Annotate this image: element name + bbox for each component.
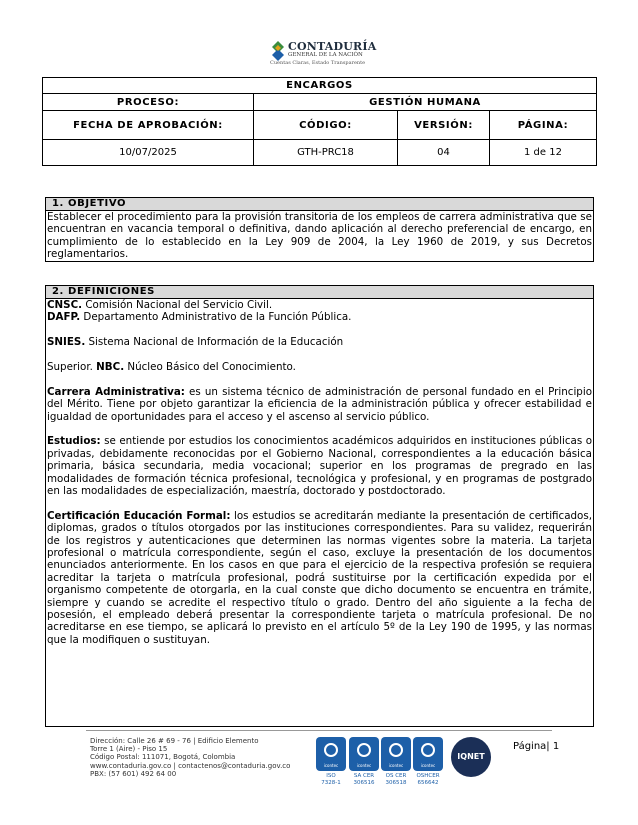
cert-seal-icon: [421, 743, 435, 757]
page-number: Página| 1: [513, 741, 560, 752]
definition-term: DAFP.: [47, 311, 81, 324]
definition-text: Departamento Administrativo de la Función Pública.: [80, 311, 352, 324]
iqnet-logo: IQNET: [451, 737, 491, 777]
definition-snies: [47, 336, 592, 348]
cert-seal-icon: [357, 743, 371, 757]
definition-text: Sistema Nacional de Información de la Educación: [85, 336, 344, 349]
definition-text: es un sistema técnico de administración de personal fundado en el Principio del Mérito. Tiene por objeto garantizar la eficiencia de la administración pública y ofrecer estabilidad e igualdad de oportunidades para el acceso y el ascenso al servicio público.: [47, 385, 592, 423]
icontec-cert-badge: icontec: [413, 737, 443, 771]
definition-term: NBC.: [96, 361, 125, 373]
logo-subtitle: GENERAL DE LA NACIÓN: [288, 52, 363, 58]
address-line: Dirección: Calle 26 # 69 - 76 | Edificio Elemento: [90, 737, 259, 745]
document-title: ENCARGOS: [43, 78, 597, 94]
cert-code: ISO 7328-1: [321, 773, 341, 786]
proceso-label: PROCESO:: [43, 94, 254, 111]
definition-term: Estudios:: [47, 435, 101, 448]
fecha-value: 10/07/2025: [43, 140, 254, 166]
version-label: VERSIÓN:: [398, 111, 490, 140]
objetivo-heading: 1. OBJETIVO: [46, 198, 593, 211]
objetivo-text: Establecer el procedimiento para la provisión transitoria de los empleos de carrera administrativa que se encuentran en vacancia temporal o definitiva, dando aplicación al derecho preferencial de encargo, en cumplimiento de lo establecido en la Ley 909 de 2004, la Ley 1960 de 2019, y sus Decretos reglamentarios.: [47, 211, 592, 261]
pagina-label: PÁGINA:: [490, 111, 597, 140]
codigo-label: CÓDIGO:: [254, 111, 398, 140]
fecha-label: FECHA DE APROBACIÓN:: [43, 111, 254, 140]
definition-term: Carrera Administrativa:: [47, 385, 185, 398]
definition-term: CNSC.: [47, 299, 83, 311]
footer-divider: [86, 730, 552, 731]
address-line: Torre 1 (Aire) - Piso 15: [90, 745, 168, 754]
definition-certificacion: [47, 510, 592, 646]
cert-code: OSHCER 656642: [416, 773, 440, 786]
definition-term: SNIES.: [47, 336, 86, 349]
cert-code: OS CER 306518: [385, 773, 407, 786]
objetivo-section: [45, 197, 594, 262]
definition-carrera: [47, 386, 592, 423]
definition-nbc: [47, 361, 592, 373]
icontec-cert-badge: icontec: [349, 737, 379, 771]
pagina-value: 1 de 12: [490, 140, 597, 166]
cert-code: SA CER 306516: [353, 773, 375, 786]
logo-tagline: Cuentas Claras, Estado Transparente: [270, 60, 366, 66]
definition-estudios: [47, 435, 592, 497]
version-value: 04: [398, 140, 490, 166]
document-header-table: [42, 77, 597, 166]
contaduria-logo: [270, 40, 375, 68]
definiciones-section: [45, 285, 594, 727]
address-line: PBX: (57 601) 492 64 00: [90, 769, 177, 778]
codigo-value: GTH-PRC18: [254, 140, 398, 166]
definition-prefix: Superior.: [47, 361, 97, 373]
definition-dafp: [47, 311, 592, 323]
definiciones-heading: 2. DEFINICIONES: [46, 286, 593, 299]
definition-text: se entiende por estudios los conocimientos académicos adquiridos en instituciones públicas o privadas, debidamente reconocidas por el Gobierno Nacional, correspondientes a la educación básica primaria, básica secundaria, media vocacional; superior en los programas de pregrado en las modalidades de formación técnica profesional, tecnológica y profesional, y en programas de postgrado en las modalidades de especialización, maestría, doctorado y postdoctorado.: [47, 435, 592, 498]
definition-text: Comisión Nacional del Servicio Civil.: [82, 299, 273, 311]
address-line: Código Postal: 111071, Bogotá, Colombia: [90, 753, 236, 762]
definition-text: los estudios se acreditarán mediante la presentación de certificados, diplomas, grados o títulos otorgados por las instituciones correspondientes. Para su validez, requerirán de los registros y autenticaciones que determinen las normas vigentes sobre la materia. La tarjeta profesional o matrícula correspondiente, según el caso, excluye la presentación de los documentos enunciados anteriormente. En los casos en que para el ejercicio de la respectiva profesión se requiera acreditar la tarjeta o matrícula profesional, podrá sustituirse por la certificación expedida por el organismo competente de otorgarla, en la cual conste que dicho documento se encuentra en trámite, siempre y cuando se acredite el respectivo título o grado. Dentro del año siguiente a la fecha de posesión, el empleado deberá presentar la correspondiente tarjeta o matrícula profesional. De no acreditarse en ese tiempo, se aplicará lo previsto en el artículo 5º de la Ley 190 de 1995, y las normas que la modifiquen o sustituyan.: [47, 509, 592, 646]
cert-seal-icon: [389, 743, 403, 757]
address-line: www.contaduria.gov.co | contactenos@contaduria.gov.co: [90, 761, 291, 770]
icontec-cert-badge: icontec: [316, 737, 346, 771]
logo-title: CONTADURÍA: [288, 40, 377, 53]
definition-term: Certificación Educación Formal:: [47, 509, 231, 522]
icontec-cert-badge: icontec: [381, 737, 411, 771]
definition-text: Núcleo Básico del Conocimiento.: [124, 361, 296, 373]
proceso-value: GESTIÓN HUMANA: [254, 94, 597, 111]
cert-seal-icon: [324, 743, 338, 757]
footer-address: [90, 737, 290, 778]
definition-cnsc: [47, 299, 592, 311]
